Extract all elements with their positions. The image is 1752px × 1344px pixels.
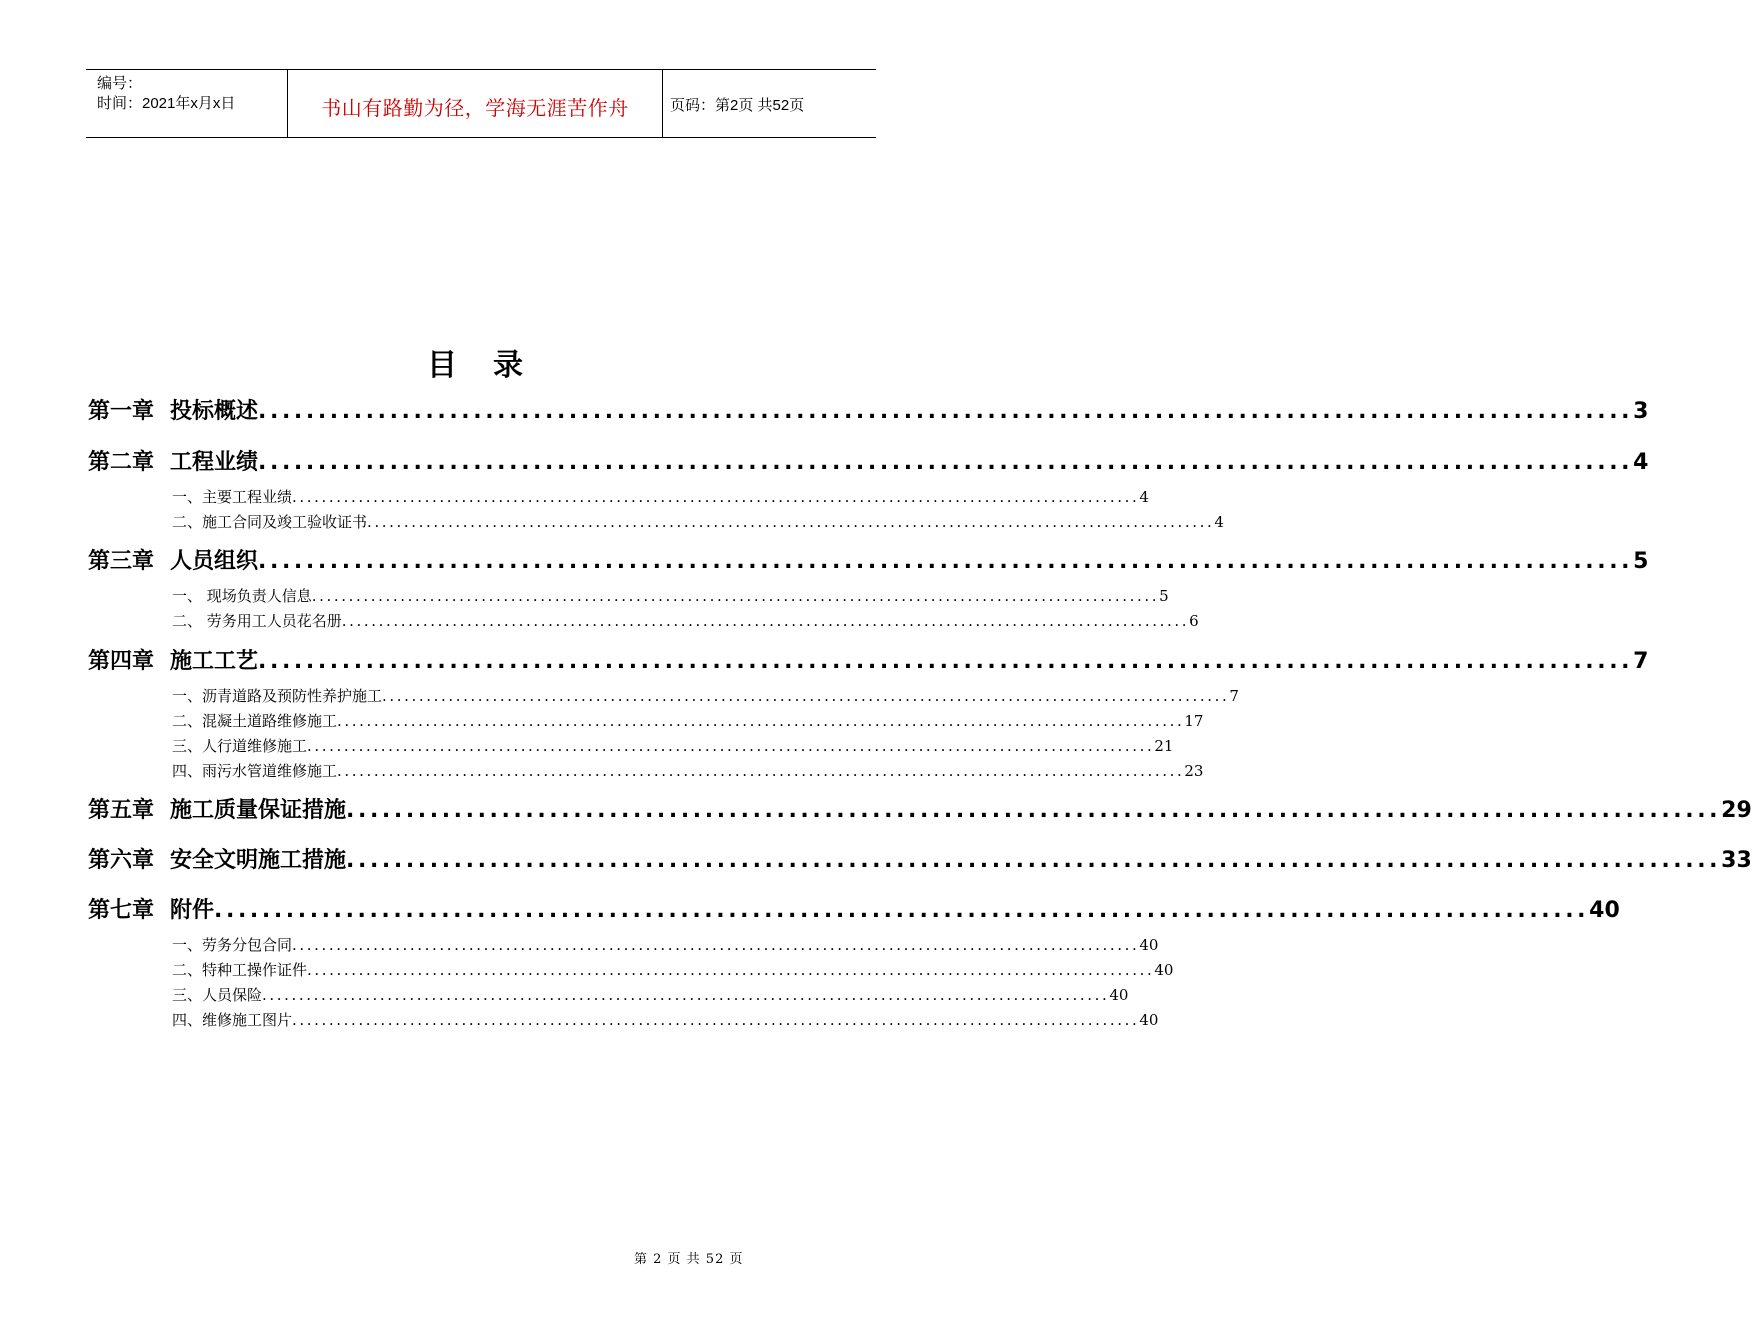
section-page: 40 xyxy=(1139,936,1159,954)
section-label: 二、施工合同及竣工验收证书 xyxy=(172,513,368,531)
toc-section-4-4[interactable] xyxy=(172,760,1204,782)
section-label: 四、维修施工图片 xyxy=(172,1011,293,1029)
toc-section-4-3[interactable] xyxy=(172,735,1174,757)
toc-title-part2: 录 xyxy=(493,348,523,383)
page-header xyxy=(86,69,876,138)
dot-leader: ................................................................................................................... xyxy=(292,488,1140,506)
toc-chapter-2[interactable] xyxy=(88,445,1649,477)
dot-leader: ................................................................................................................... xyxy=(382,687,1230,705)
toc-section-3-2[interactable] xyxy=(172,610,1199,632)
dot-leader: ................................................................................................................... xyxy=(262,986,1110,1004)
chapter-name: 工程业绩 xyxy=(170,450,259,475)
dot-leader: ................................................................................................................... xyxy=(214,898,1590,923)
doc-time-label: 时间：2021年x月x日 xyxy=(97,95,236,112)
header-motto-cell xyxy=(287,70,663,137)
header-meta-cell xyxy=(86,70,287,137)
chapter-number: 第二章 xyxy=(88,450,155,475)
section-page: 5 xyxy=(1159,587,1169,605)
toc-section-4-2[interactable] xyxy=(172,710,1204,732)
chapter-page: 33 xyxy=(1721,848,1752,873)
chapter-page: 5 xyxy=(1633,549,1649,574)
chapter-number: 第六章 xyxy=(88,848,155,873)
chapter-number: 第五章 xyxy=(88,798,155,823)
header-page-cell xyxy=(662,70,876,137)
dot-leader: ................................................................................................................... xyxy=(346,848,1722,873)
section-page: 40 xyxy=(1139,1011,1159,1029)
chapter-page: 3 xyxy=(1633,399,1649,424)
toc-section-2-1[interactable] xyxy=(172,486,1149,508)
section-page: 23 xyxy=(1184,762,1204,780)
dot-leader: ................................................................................................................... xyxy=(311,587,1160,605)
chapter-name: 安全文明施工措施 xyxy=(170,848,347,873)
chapter-name: 施工质量保证措施 xyxy=(170,798,347,823)
chapter-name: 人员组织 xyxy=(170,549,259,574)
toc-section-7-1[interactable] xyxy=(172,934,1159,956)
dot-leader: ................................................................................................................... xyxy=(337,762,1185,780)
toc-section-2-2[interactable] xyxy=(172,511,1224,533)
chapter-name: 附件 xyxy=(170,898,215,923)
toc-chapter-7[interactable] xyxy=(88,893,1620,925)
toc-chapter-1[interactable] xyxy=(88,394,1649,426)
toc-chapter-5[interactable] xyxy=(88,793,1752,825)
toc-chapter-6[interactable] xyxy=(88,843,1752,875)
chapter-name: 投标概述 xyxy=(170,399,259,424)
section-label: 二、混凝土道路维修施工 xyxy=(172,712,338,730)
dot-leader: ................................................................................................................... xyxy=(346,798,1722,823)
section-page: 6 xyxy=(1189,612,1199,630)
chapter-number: 第一章 xyxy=(88,399,155,424)
section-label: 四、雨污水管道维修施工 xyxy=(172,762,338,780)
toc-section-3-1[interactable] xyxy=(172,585,1169,607)
dot-leader: ................................................................................................................... xyxy=(258,450,1634,475)
section-label: 三、人员保险 xyxy=(172,986,263,1004)
toc-chapter-4[interactable] xyxy=(88,644,1649,676)
chapter-number: 第四章 xyxy=(88,649,155,674)
chapter-page: 40 xyxy=(1589,898,1620,923)
dot-leader: ................................................................................................................... xyxy=(258,549,1634,574)
toc-section-7-2[interactable] xyxy=(172,959,1174,981)
section-label: 一、主要工程业绩 xyxy=(172,488,293,506)
chapter-page: 4 xyxy=(1633,450,1649,475)
dot-leader: ................................................................................................................... xyxy=(258,649,1634,674)
section-label: 二、特种工操作证件 xyxy=(172,961,308,979)
chapter-page: 7 xyxy=(1633,649,1649,674)
section-page: 40 xyxy=(1154,961,1174,979)
section-page: 21 xyxy=(1154,737,1174,755)
page-footer: 第 2 页 共 52 页 xyxy=(634,1252,744,1267)
header-motto: 书山有路勤为径，学海无涯苦作舟 xyxy=(321,96,629,120)
section-page: 7 xyxy=(1229,687,1239,705)
toc-title-part1: 目 xyxy=(427,348,457,383)
section-label: 一、沥青道路及预防性养护施工 xyxy=(172,687,383,705)
dot-leader: ................................................................................................................... xyxy=(292,1011,1140,1029)
section-label: 一、劳务分包合同 xyxy=(172,936,293,954)
section-label: 三、人行道维修施工 xyxy=(172,737,308,755)
section-page: 40 xyxy=(1109,986,1129,1004)
header-page-info: 页码：第2页 共52页 xyxy=(670,97,805,114)
section-page: 4 xyxy=(1139,488,1149,506)
dot-leader: ................................................................................................................... xyxy=(307,737,1155,755)
doc-code-label: 编号： xyxy=(97,75,143,92)
section-label: 二、 劳务用工人员花名册 xyxy=(172,612,342,630)
chapter-page: 29 xyxy=(1721,798,1752,823)
toc-title xyxy=(0,340,950,384)
dot-leader: ................................................................................................................... xyxy=(337,712,1185,730)
section-page: 4 xyxy=(1214,513,1224,531)
chapter-number: 第三章 xyxy=(88,549,155,574)
dot-leader: ................................................................................................................... xyxy=(292,936,1140,954)
dot-leader: ................................................................................................................... xyxy=(341,612,1190,630)
dot-leader: ................................................................................................................... xyxy=(258,399,1634,424)
section-label: 一、 现场负责人信息 xyxy=(172,587,312,605)
toc-chapter-3[interactable] xyxy=(88,544,1649,576)
toc-section-7-4[interactable] xyxy=(172,1009,1159,1031)
section-page: 17 xyxy=(1184,712,1204,730)
chapter-number: 第七章 xyxy=(88,898,155,923)
chapter-name: 施工工艺 xyxy=(170,649,259,674)
toc-section-7-3[interactable] xyxy=(172,984,1129,1006)
dot-leader: ................................................................................................................... xyxy=(367,513,1215,531)
toc-section-4-1[interactable] xyxy=(172,685,1239,707)
dot-leader: ................................................................................................................... xyxy=(307,961,1155,979)
